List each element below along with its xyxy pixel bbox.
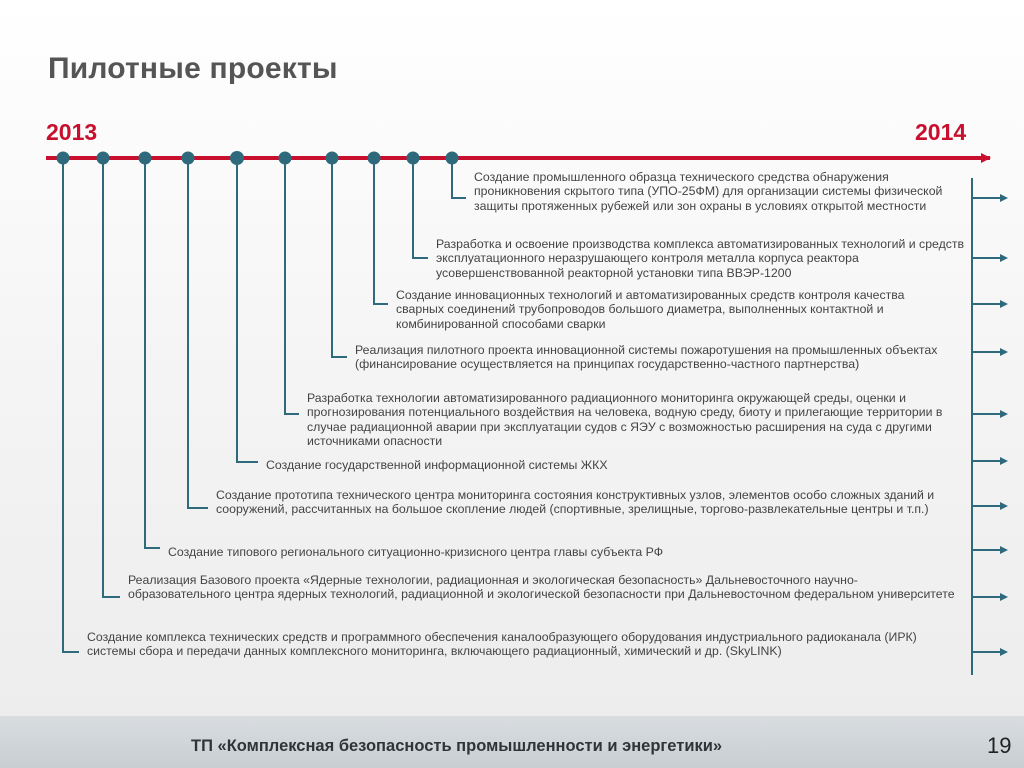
connector-line [188, 158, 208, 508]
right-arrow-head [1000, 348, 1008, 356]
right-arrow-head [1000, 593, 1008, 601]
right-arrows [972, 178, 1008, 675]
right-arrow-head [1000, 300, 1008, 308]
connector-line [237, 158, 258, 462]
timeline-marker-dot [407, 152, 420, 165]
connector-line [413, 158, 428, 258]
project-item-text: Создание государственной информационной системы ЖКХ [266, 458, 608, 472]
project-item-text: Реализация пилотного проекта инновационной системы пожаротушения на промышленных объектах (финансирование осуществляется на принципах государственно-частного партнерства) [355, 343, 938, 372]
right-arrow-head [1000, 194, 1008, 202]
slide-title: Пилотные проекты [48, 52, 338, 85]
timeline-marker-dot [182, 152, 195, 165]
project-item-text: Создание комплекса технических средств и программного обеспечения каналообразующего оборудования индустриального радиоканала (ИРК) системы сбора и передачи данных комплексного мониторинга, включающего радиационный, химический и др. (SkyLINK) [87, 630, 917, 659]
project-item-text: Реализация Базового проекта «Ядерные технологии, радиационная и экологическая безопасность» Дальневосточного научно-образовательного центра ядерных технологий, радиационной и экологической безопасности при Дальневосточном федеральном университете [128, 573, 955, 602]
project-item-text: Разработка технологии автоматизированного радиационного мониторинга окружающей среды, оценки и прогнозирования потенциального воздействия на человека, водную среду, биоту и прилегающие территории в случае радиационной аварии при эксплуатации судов с ЯЭУ с возможностью расширения на суда с другими источниками опасности [307, 391, 943, 448]
project-item-text: Создание инновационных технологий и автоматизированных средств контроля качества сварных соединений трубопроводов большого диаметра, выполненных контактной и комбинированной способами сварки [396, 288, 905, 331]
year-start-label: 2013 [46, 119, 98, 145]
connector-line [63, 158, 79, 652]
timeline-marker-dot [230, 151, 244, 165]
project-item-text: Разработка и освоение производства комплекса автоматизированных технологий и средств эксплуатационного неразрушающего контроля металла корпуса реактора усовершенствованной реакторной установки типа ВВЭР-1200 [436, 237, 965, 280]
connector-line [145, 158, 160, 548]
right-arrow-head [1000, 648, 1008, 656]
project-item-text: Создание промышленного образца технического средства обнаружения проникновения скрытого типа (УПО-25ФМ) для организации системы физической защиты протяженных рубежей или зон охраны в условиях открытой местности [474, 170, 943, 213]
connector-line [285, 158, 299, 414]
timeline-marker-dot [279, 152, 292, 165]
right-arrow-head [1000, 254, 1008, 262]
connector-line [103, 158, 120, 597]
timeline-marker-dot [446, 152, 459, 165]
project-item-text: Создание типового регионального ситуационно-кризисного центра главы субъекта РФ [168, 545, 664, 559]
page-number: 19 [987, 733, 1012, 758]
right-arrow-head [1000, 502, 1008, 510]
timeline-marker-dot [326, 152, 339, 165]
project-item-text: Создание прототипа технического центра мониторинга состояния конструктивных узлов, элементов особо сложных зданий и сооружений, рассчитанных на большое скопление людей (спортивные, зрелищные, торгово-развлекательные центры и т.п.) [216, 488, 935, 517]
timeline-marker-dot [368, 152, 381, 165]
timeline-marker-dot [97, 152, 110, 165]
right-arrow-head [1000, 410, 1008, 418]
connector-line [332, 158, 347, 357]
right-arrow-head [1000, 457, 1008, 465]
timeline-marker-dot [139, 152, 152, 165]
year-end-label: 2014 [915, 119, 967, 145]
connector-line [374, 158, 388, 304]
right-arrow-head [1000, 546, 1008, 554]
footer-text: ТП «Комплексная безопасность промышленности и энергетики» [191, 737, 723, 755]
timeline-marker-dot [57, 152, 70, 165]
